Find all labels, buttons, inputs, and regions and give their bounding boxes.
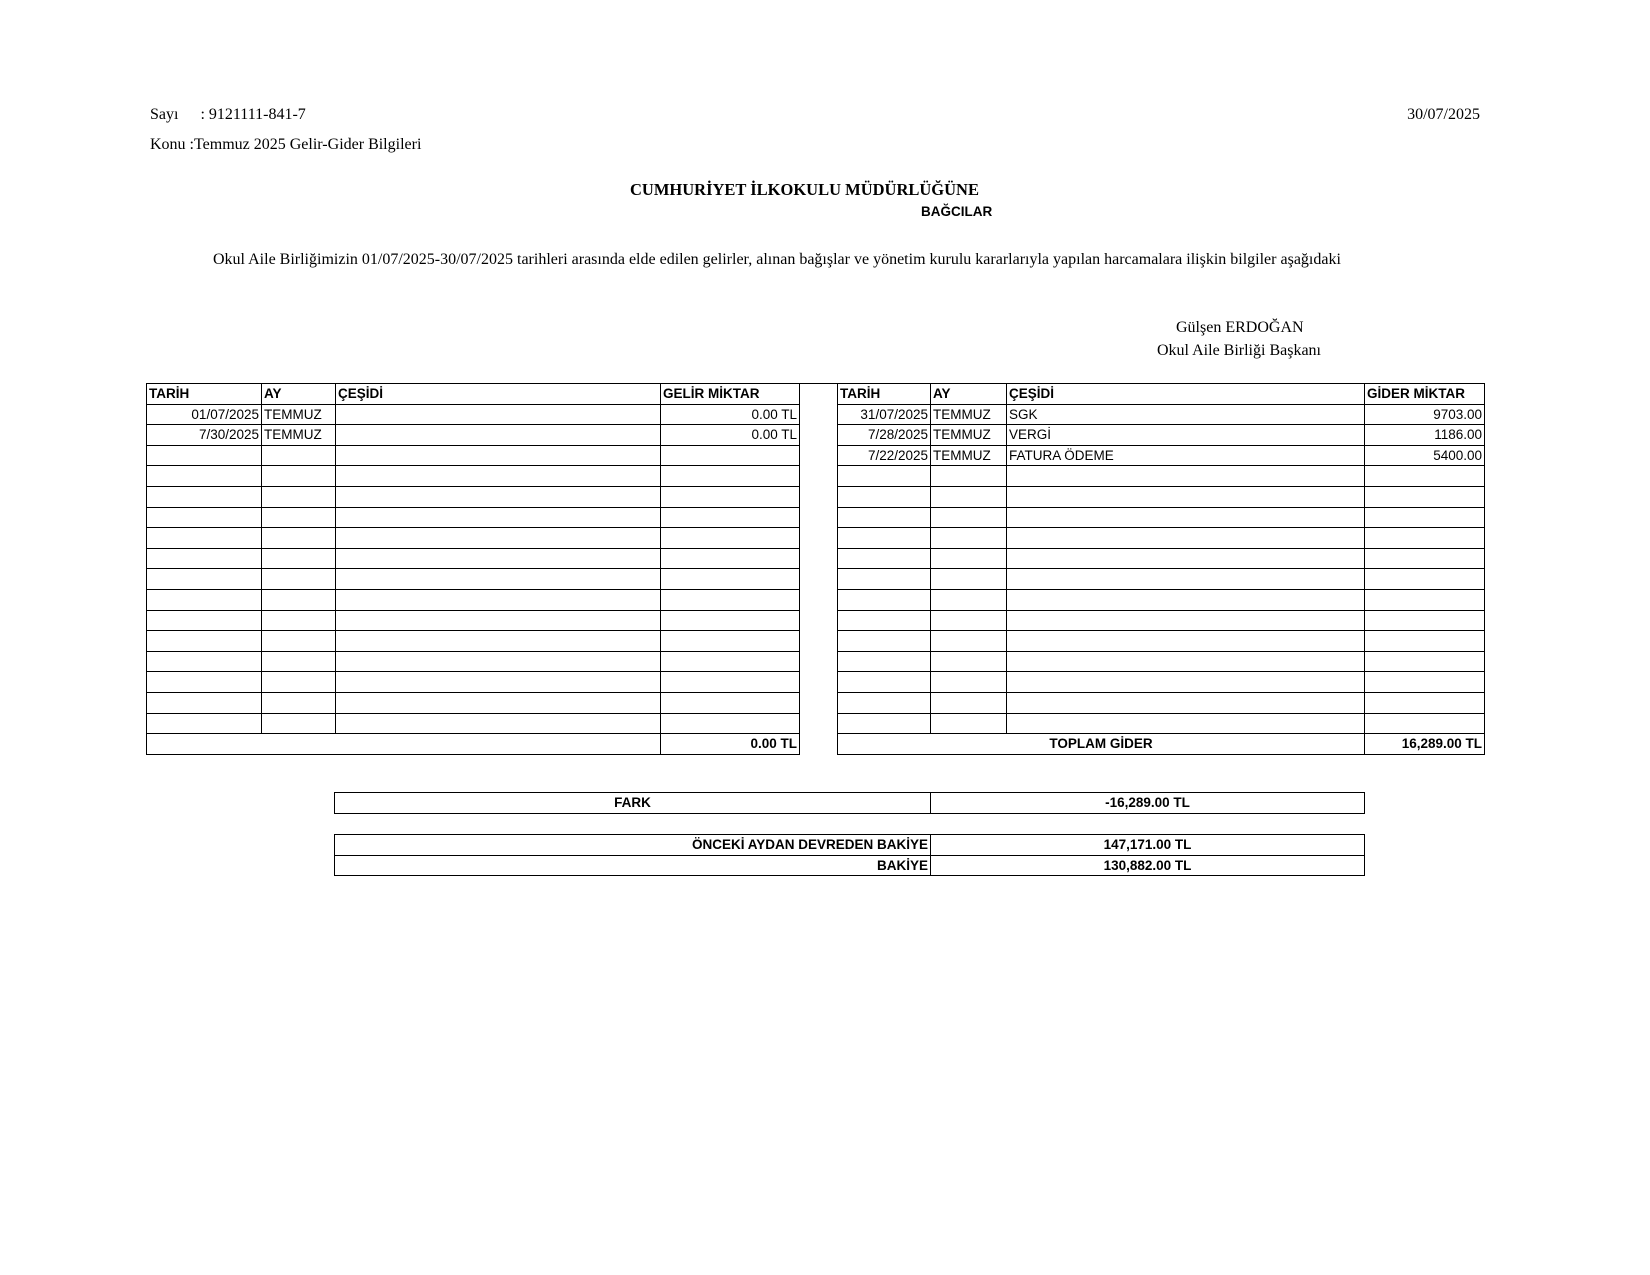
expense-tarih-cell	[838, 507, 931, 528]
expense-miktar-cell	[1365, 672, 1485, 693]
income-ay-cell	[262, 589, 336, 610]
table-row	[147, 466, 1485, 487]
table-row	[147, 569, 1485, 590]
income-tarih-cell: 01/07/2025	[147, 404, 262, 425]
table-row	[147, 651, 1485, 672]
gap-cell	[800, 548, 838, 569]
expense-ay-cell	[931, 548, 1007, 569]
expense-ay-cell	[931, 692, 1007, 713]
income-cesidi-cell	[336, 466, 661, 487]
gap-cell	[800, 589, 838, 610]
gap-cell	[800, 486, 838, 507]
income-ay-cell	[262, 713, 336, 734]
expense-tarih-cell: 7/28/2025	[838, 425, 931, 446]
expense-cesidi-cell: VERGİ	[1007, 425, 1365, 446]
income-tarih-cell	[147, 486, 262, 507]
expense-ay-cell	[931, 610, 1007, 631]
expense-cesidi-cell	[1007, 486, 1365, 507]
expense-miktar-cell: 1186.00	[1365, 425, 1485, 446]
income-tarih-cell	[147, 548, 262, 569]
income-tarih-cell	[147, 610, 262, 631]
expense-ay-cell	[931, 651, 1007, 672]
gap-cell	[800, 672, 838, 693]
table-row	[147, 610, 1485, 631]
expense-tarih-cell	[838, 548, 931, 569]
income-ay-cell	[262, 651, 336, 672]
table-row	[147, 404, 1485, 425]
income-ay-cell: TEMMUZ	[262, 404, 336, 425]
expense-tarih-cell: 7/22/2025	[838, 445, 931, 466]
income-ay-cell	[262, 672, 336, 693]
income-cesidi-cell	[336, 507, 661, 528]
district-name: BAĞCILAR	[921, 204, 993, 219]
expense-cesidi-cell	[1007, 548, 1365, 569]
expense-tarih-cell	[838, 589, 931, 610]
income-tarih-cell	[147, 651, 262, 672]
table-row	[147, 713, 1485, 734]
expense-miktar-cell: 9703.00	[1365, 404, 1485, 425]
expense-tarih-cell	[838, 466, 931, 487]
income-miktar-cell: 0.00 TL	[661, 404, 800, 425]
expense-cesidi-cell	[1007, 692, 1365, 713]
expense-miktar-cell	[1365, 569, 1485, 590]
expense-tarih-cell	[838, 713, 931, 734]
fark-value: -16,289.00 TL	[931, 793, 1365, 814]
expense-ay-cell: TEMMUZ	[931, 445, 1007, 466]
income-miktar-cell	[661, 466, 800, 487]
fark-box	[334, 792, 1365, 814]
income-miktar-cell	[661, 569, 800, 590]
expense-miktar-cell	[1365, 651, 1485, 672]
income-ay-cell	[262, 528, 336, 549]
expense-cesidi-cell: FATURA ÖDEME	[1007, 445, 1365, 466]
table-row	[147, 548, 1485, 569]
table-row	[147, 507, 1485, 528]
income-cesidi-cell	[336, 672, 661, 693]
expense-tarih-cell	[838, 610, 931, 631]
income-cesidi-cell	[336, 610, 661, 631]
income-miktar-cell	[661, 651, 800, 672]
gap-cell	[800, 569, 838, 590]
income-col-cesidi: ÇEŞİDİ	[336, 384, 661, 405]
expense-ay-cell	[931, 713, 1007, 734]
table-row	[147, 589, 1485, 610]
income-col-miktar: GELİR MİKTAR	[661, 384, 800, 405]
expense-total-label: TOPLAM GİDER	[838, 734, 1365, 755]
expense-total-value: 16,289.00 TL	[1365, 734, 1485, 755]
income-miktar-cell	[661, 548, 800, 569]
expense-miktar-cell	[1365, 589, 1485, 610]
expense-cesidi-cell	[1007, 569, 1365, 590]
expense-cesidi-cell: SGK	[1007, 404, 1365, 425]
income-total-blank	[147, 734, 661, 755]
income-ay-cell	[262, 445, 336, 466]
income-expense-table	[146, 383, 1485, 755]
income-cesidi-cell	[336, 651, 661, 672]
expense-cesidi-cell	[1007, 528, 1365, 549]
income-miktar-cell	[661, 528, 800, 549]
expense-cesidi-cell	[1007, 651, 1365, 672]
table-row	[147, 672, 1485, 693]
expense-miktar-cell: 5400.00	[1365, 445, 1485, 466]
expense-col-cesidi: ÇEŞİDİ	[1007, 384, 1365, 405]
income-cesidi-cell	[336, 589, 661, 610]
income-cesidi-cell	[336, 528, 661, 549]
expense-ay-cell	[931, 631, 1007, 652]
expense-cesidi-cell	[1007, 672, 1365, 693]
addressee-title: CUMHURİYET İLKOKULU MÜDÜRLÜĞÜNE	[630, 180, 979, 199]
expense-miktar-cell	[1365, 548, 1485, 569]
expense-ay-cell	[931, 466, 1007, 487]
income-tarih-cell: 7/30/2025	[147, 425, 262, 446]
income-tarih-cell	[147, 589, 262, 610]
income-miktar-cell	[661, 486, 800, 507]
expense-col-ay: AY	[931, 384, 1007, 405]
fark-row	[335, 793, 1365, 814]
gap-cell	[800, 713, 838, 734]
bakiye-value: 130,882.00 TL	[931, 855, 1365, 876]
gap-cell	[800, 507, 838, 528]
income-miktar-cell: 0.00 TL	[661, 425, 800, 446]
onceki-label: ÖNCEKİ AYDAN DEVREDEN BAKİYE	[335, 835, 931, 856]
income-col-ay: AY	[262, 384, 336, 405]
gap-cell	[800, 610, 838, 631]
expense-tarih-cell	[838, 631, 931, 652]
expense-tarih-cell	[838, 692, 931, 713]
gap-cell	[800, 528, 838, 549]
bakiye-label: BAKİYE	[335, 855, 931, 876]
table-header-row	[147, 384, 1485, 405]
expense-miktar-cell	[1365, 466, 1485, 487]
gap-cell	[800, 734, 838, 755]
income-ay-cell	[262, 610, 336, 631]
income-ay-cell: TEMMUZ	[262, 425, 336, 446]
income-col-tarih: TARİH	[147, 384, 262, 405]
expense-tarih-cell	[838, 486, 931, 507]
gap-cell	[800, 692, 838, 713]
gap-cell	[800, 425, 838, 446]
table-row	[147, 692, 1485, 713]
income-cesidi-cell	[336, 569, 661, 590]
expense-tarih-cell	[838, 651, 931, 672]
sayi-line	[150, 106, 306, 124]
gap-cell	[800, 466, 838, 487]
income-tarih-cell	[147, 692, 262, 713]
expense-cesidi-cell	[1007, 507, 1365, 528]
gap-cell	[800, 404, 838, 425]
income-ay-cell	[262, 569, 336, 590]
income-tarih-cell	[147, 569, 262, 590]
document-date: 30/07/2025	[1407, 106, 1480, 123]
income-miktar-cell	[661, 610, 800, 631]
sayi-value: : 9121111-841-7	[200, 106, 306, 123]
income-cesidi-cell	[336, 486, 661, 507]
expense-col-miktar: GİDER MİKTAR	[1365, 384, 1485, 405]
totals-row	[147, 734, 1485, 755]
expense-ay-cell	[931, 589, 1007, 610]
income-miktar-cell	[661, 713, 800, 734]
expense-cesidi-cell	[1007, 713, 1365, 734]
income-cesidi-cell	[336, 713, 661, 734]
expense-ay-cell: TEMMUZ	[931, 404, 1007, 425]
body-paragraph: Okul Aile Birliğimizin 01/07/2025-30/07/2025 tarihleri arasında elde edilen gelirler, alınan bağışlar ve yönetim kurulu kararlarıyla yapılan harcamalara ilişkin bilgiler aşağıdaki	[213, 251, 1341, 268]
income-total-value: 0.00 TL	[661, 734, 800, 755]
income-tarih-cell	[147, 466, 262, 487]
gap-cell	[800, 384, 838, 405]
expense-miktar-cell	[1365, 507, 1485, 528]
income-cesidi-cell	[336, 692, 661, 713]
income-tarih-cell	[147, 507, 262, 528]
income-miktar-cell	[661, 507, 800, 528]
income-tarih-cell	[147, 631, 262, 652]
sayi-label: Sayı	[150, 106, 179, 123]
fark-label: FARK	[335, 793, 931, 814]
income-miktar-cell	[661, 589, 800, 610]
income-cesidi-cell	[336, 404, 661, 425]
onceki-row	[335, 835, 1365, 856]
konu-line: Konu :Temmuz 2025 Gelir-Gider Bilgileri	[150, 136, 422, 153]
income-cesidi-cell	[336, 631, 661, 652]
table-row	[147, 425, 1485, 446]
expense-miktar-cell	[1365, 692, 1485, 713]
income-cesidi-cell	[336, 548, 661, 569]
expense-ay-cell	[931, 528, 1007, 549]
expense-cesidi-cell	[1007, 631, 1365, 652]
table-row	[147, 631, 1485, 652]
income-tarih-cell	[147, 445, 262, 466]
expense-miktar-cell	[1365, 713, 1485, 734]
income-miktar-cell	[661, 631, 800, 652]
income-miktar-cell	[661, 672, 800, 693]
table-row	[147, 445, 1485, 466]
income-cesidi-cell	[336, 445, 661, 466]
expense-miktar-cell	[1365, 631, 1485, 652]
signer-title: Okul Aile Birliği Başkanı	[1157, 342, 1321, 359]
expense-miktar-cell	[1365, 486, 1485, 507]
expense-tarih-cell	[838, 528, 931, 549]
table-row	[147, 486, 1485, 507]
expense-tarih-cell	[838, 569, 931, 590]
onceki-value: 147,171.00 TL	[931, 835, 1365, 856]
income-cesidi-cell	[336, 425, 661, 446]
signer-name: Gülşen ERDOĞAN	[1176, 319, 1304, 336]
balance-box	[334, 834, 1365, 876]
income-tarih-cell	[147, 713, 262, 734]
income-tarih-cell	[147, 528, 262, 549]
income-tarih-cell	[147, 672, 262, 693]
gap-cell	[800, 445, 838, 466]
expense-ay-cell	[931, 507, 1007, 528]
expense-ay-cell	[931, 486, 1007, 507]
income-ay-cell	[262, 507, 336, 528]
expense-miktar-cell	[1365, 610, 1485, 631]
expense-col-tarih: TARİH	[838, 384, 931, 405]
expense-tarih-cell	[838, 672, 931, 693]
expense-cesidi-cell	[1007, 589, 1365, 610]
income-ay-cell	[262, 548, 336, 569]
expense-tarih-cell: 31/07/2025	[838, 404, 931, 425]
bakiye-row	[335, 855, 1365, 876]
expense-ay-cell: TEMMUZ	[931, 425, 1007, 446]
income-ay-cell	[262, 692, 336, 713]
expense-ay-cell	[931, 672, 1007, 693]
gap-cell	[800, 631, 838, 652]
expense-miktar-cell	[1365, 528, 1485, 549]
income-ay-cell	[262, 466, 336, 487]
income-miktar-cell	[661, 445, 800, 466]
income-ay-cell	[262, 631, 336, 652]
income-ay-cell	[262, 486, 336, 507]
income-miktar-cell	[661, 692, 800, 713]
table-row	[147, 528, 1485, 549]
gap-cell	[800, 651, 838, 672]
expense-cesidi-cell	[1007, 466, 1365, 487]
expense-cesidi-cell	[1007, 610, 1365, 631]
expense-ay-cell	[931, 569, 1007, 590]
